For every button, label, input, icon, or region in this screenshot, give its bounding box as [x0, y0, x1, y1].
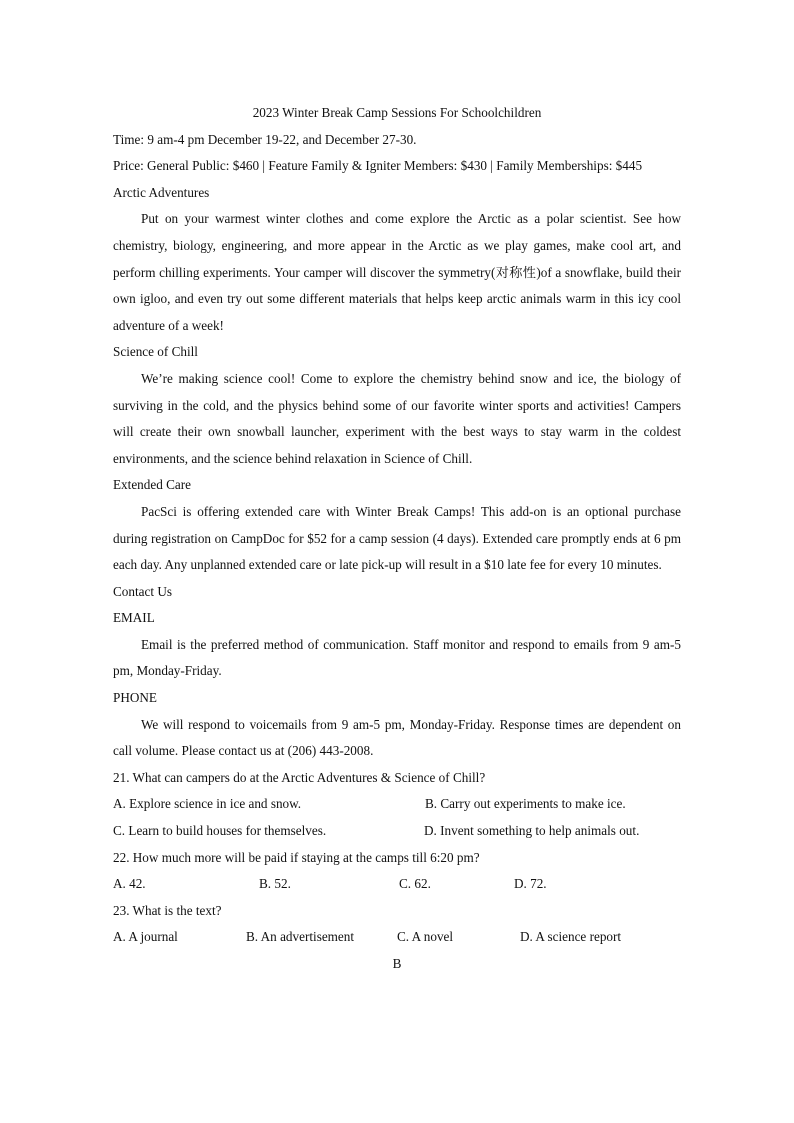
question-22-option-d: D. 72.: [514, 876, 547, 892]
document-title: 2023 Winter Break Camp Sessions For Schoolchildren: [252, 105, 542, 120]
section-heading-arctic: Arctic Adventures: [113, 184, 210, 200]
question-22-option-b: B. 52.: [259, 876, 291, 892]
email-body: Email is the preferred method of communication. Staff monitor and respond to emails from 9 am-5 pm, Monday-Friday.: [113, 636, 681, 679]
question-22-stem: 22. How much more will be paid if staying at the camps till 6:20 pm?: [113, 849, 480, 865]
section-body-arctic: Put on your warmest winter clothes and come explore the Arctic as a polar scientist. See how chemistry, biology, engineering, and more appear in the Arctic as we play games, make cool art, and perform chilling experiments. Your camper will discover the symmetry(对称性)of a snowflake, build their own igloo, and even try out some different materials that helps keep arctic animals warm in this icy cool adventure of a week!: [113, 211, 681, 333]
question-21-stem: 21. What can campers do at the Arctic Adventures & Science of Chill?: [113, 769, 486, 785]
phone-body: We will respond to voicemails from 9 am-5 pm, Monday-Friday. Response times are dependent on call volume. Please contact us at (206) 443-2008.: [113, 716, 681, 759]
phone-heading: PHONE: [113, 690, 157, 706]
question-21-options-row-1: [113, 791, 681, 818]
section-heading-extended-care: Extended Care: [113, 477, 191, 493]
question-23-option-a: A. A journal: [113, 929, 178, 945]
question-22-option-a: A. 42.: [113, 876, 146, 892]
question-23-option-c: C. A novel: [397, 929, 454, 945]
question-23-option-d: D. A science report: [520, 929, 622, 945]
document-body: [113, 100, 681, 978]
email-heading: EMAIL: [113, 610, 155, 626]
section-letter: B: [392, 956, 402, 971]
section-body-chill: We’re making science cool! Come to explore the chemistry behind snow and ice, the biology of surviving in the cold, and the physics behind some of our favorite winter sports and activities! Campers will create their own snowball launcher, experiment with the best ways to stay warm in the coldest environments, and the science behind relaxation in Science of Chill.: [113, 370, 681, 466]
section-body-extended-care: PacSci is offering extended care with Winter Break Camps! This add-on is an optional purchase during registration on CampDoc for $52 for a camp session (4 days). Extended care promptly ends at 6 pm each day. Any unplanned extended care or late pick-up will result in a $10 late fee for every 10 minutes.: [113, 503, 681, 573]
camp-price: Price: General Public: $460 | Feature Family & Igniter Members: $430 | Family Memberships: $445: [113, 158, 643, 174]
question-21-option-d: D. Invent something to help animals out.: [424, 823, 640, 839]
question-22-options: [113, 871, 681, 898]
question-23-option-b: B. An advertisement: [246, 929, 355, 945]
question-23-options: [113, 924, 681, 951]
question-21-option-b: B. Carry out experiments to make ice.: [425, 796, 626, 812]
question-21-option-c: C. Learn to build houses for themselves.: [113, 823, 327, 839]
question-21-options-row-2: [113, 818, 681, 845]
question-21-option-a: A. Explore science in ice and snow.: [113, 796, 302, 812]
section-heading-chill: Science of Chill: [113, 344, 198, 360]
question-22-option-c: C. 62.: [399, 876, 431, 892]
question-23-stem: 23. What is the text?: [113, 902, 222, 918]
camp-time: Time: 9 am-4 pm December 19-22, and December 27-30.: [113, 131, 417, 147]
contact-heading: Contact Us: [113, 583, 172, 599]
